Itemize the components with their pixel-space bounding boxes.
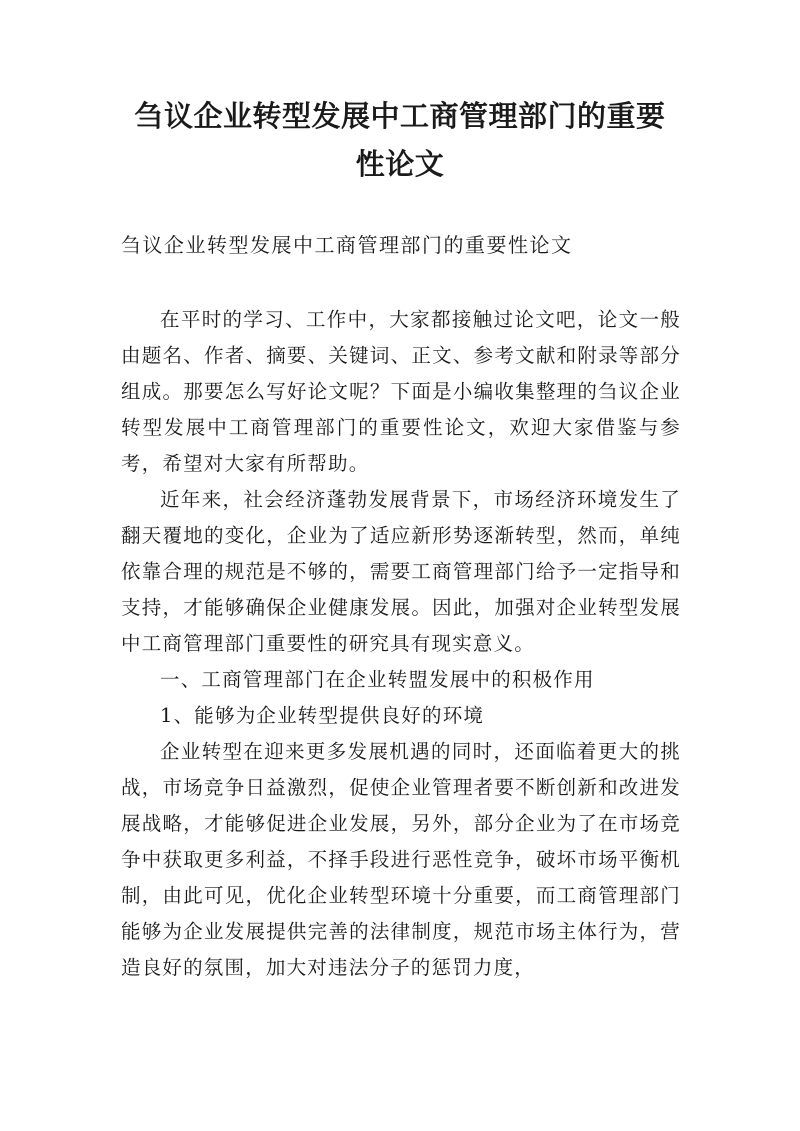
paragraph-background: 近年来，社会经济蓬勃发展背景下，市场经济环境发生了翻天覆地的变化，企业为了适应新形势逐渐转型，然而，单纯依靠合理的规范是不够的，需要工商管理部门给予一定指导和支持，才能够确保企业健康发展。因此，加强对企业转型发展中工商管理部门重要性的研究具有现实意义。 [121, 488, 681, 655]
document-body [121, 302, 681, 986]
title-line-1: 刍议企业转型发展中工商管理部门的重要 [134, 99, 666, 133]
document-subtitle: 刍议企业转型发展中工商管理部门的重要性论文 [121, 233, 573, 257]
paragraph-environment: 企业转型在迎来更多发展机遇的同时，还面临着更大的挑战，市场竞争日益激烈，促使企业管理者要不断创新和改进发展战略，才能够促进企业发展，另外，部分企业为了在市场竞争中获取更多利益，不择手段进行恶性竞争，破坏市场平衡机制，由此可见，优化企业转型环境十分重要，而工商管理部门能够为企业发展提供完善的法律制度，规范市场主体行为，营造良好的氛围，加大对违法分子的惩罚力度， [121, 740, 681, 979]
sub-heading: 1、能够为企业转型提供良好的环境 [160, 704, 485, 727]
section-heading: 一、工商管理部门在企业转盟发展中的积极作用 [160, 668, 595, 691]
paragraph-intro: 在平时的学习、工作中，大家都接触过论文吧，论文一般由题名、作者、摘要、关键词、正文、参考文献和附录等部分组成。那要怎么写好论文呢？下面是小编收集整理的刍议企业转型发展中工商管理部门的重要性论文，欢迎大家借鉴与参考，希望对大家有所帮助。 [121, 308, 681, 475]
document-title [100, 92, 700, 188]
title-line-2: 性论文 [355, 147, 445, 181]
